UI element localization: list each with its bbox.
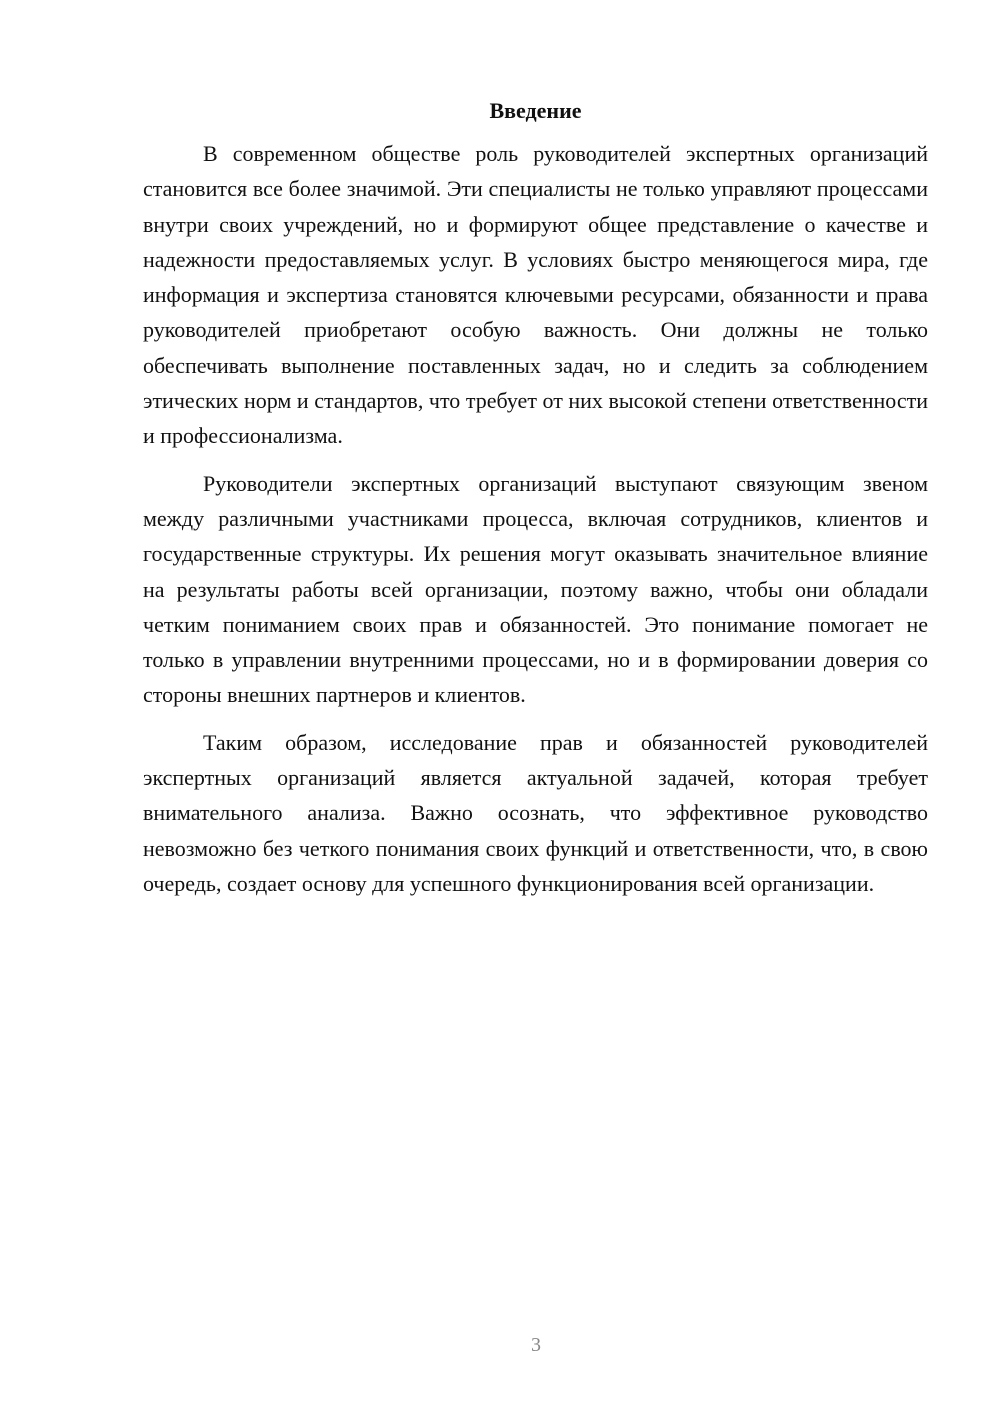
paragraph-2: Руководители экспертных организаций выступают связующим звеном между различными участниками процесса, включая сотрудников, клиентов и государственные структуры. Их решения могут оказывать значительное влияние на результаты работы всей организации, поэтому важно, чтобы они обладали четким пониманием своих прав и обязанностей. Это понимание помогает не только в управлении внутренними процессами, но и в формировании доверия со стороны внешних партнеров и клиентов. — [143, 470, 928, 708]
page-content — [143, 96, 928, 913]
page-number: 3 — [531, 1334, 541, 1356]
section-title: Введение — [489, 98, 582, 123]
paragraph-1: В современном обществе роль руководителей экспертных организаций становится все более значимой. Эти специалисты не только управляют процессами внутри своих учреждений, но и формируют общее представление о качестве и надежности предоставляемых услуг. В условиях быстро меняющегося мира, где информация и экспертиза становятся ключевыми ресурсами, обязанности и права руководителей приобретают особую важность. Они должны не только обеспечивать выполнение поставленных задач, но и следить за соблюдением этических норм и стандартов, что требует от них высокой степени ответственности и профессионализма. — [143, 141, 928, 449]
paragraph-3: Таким образом, исследование прав и обязанностей руководителей экспертных организаций является актуальной задачей, которая требует внимательного анализа. Важно осознать, что эффективное руководство невозможно без четкого понимания своих функций и ответственности, что, в свою очередь, создает основу для успешного функционирования всей организации. — [143, 729, 928, 896]
